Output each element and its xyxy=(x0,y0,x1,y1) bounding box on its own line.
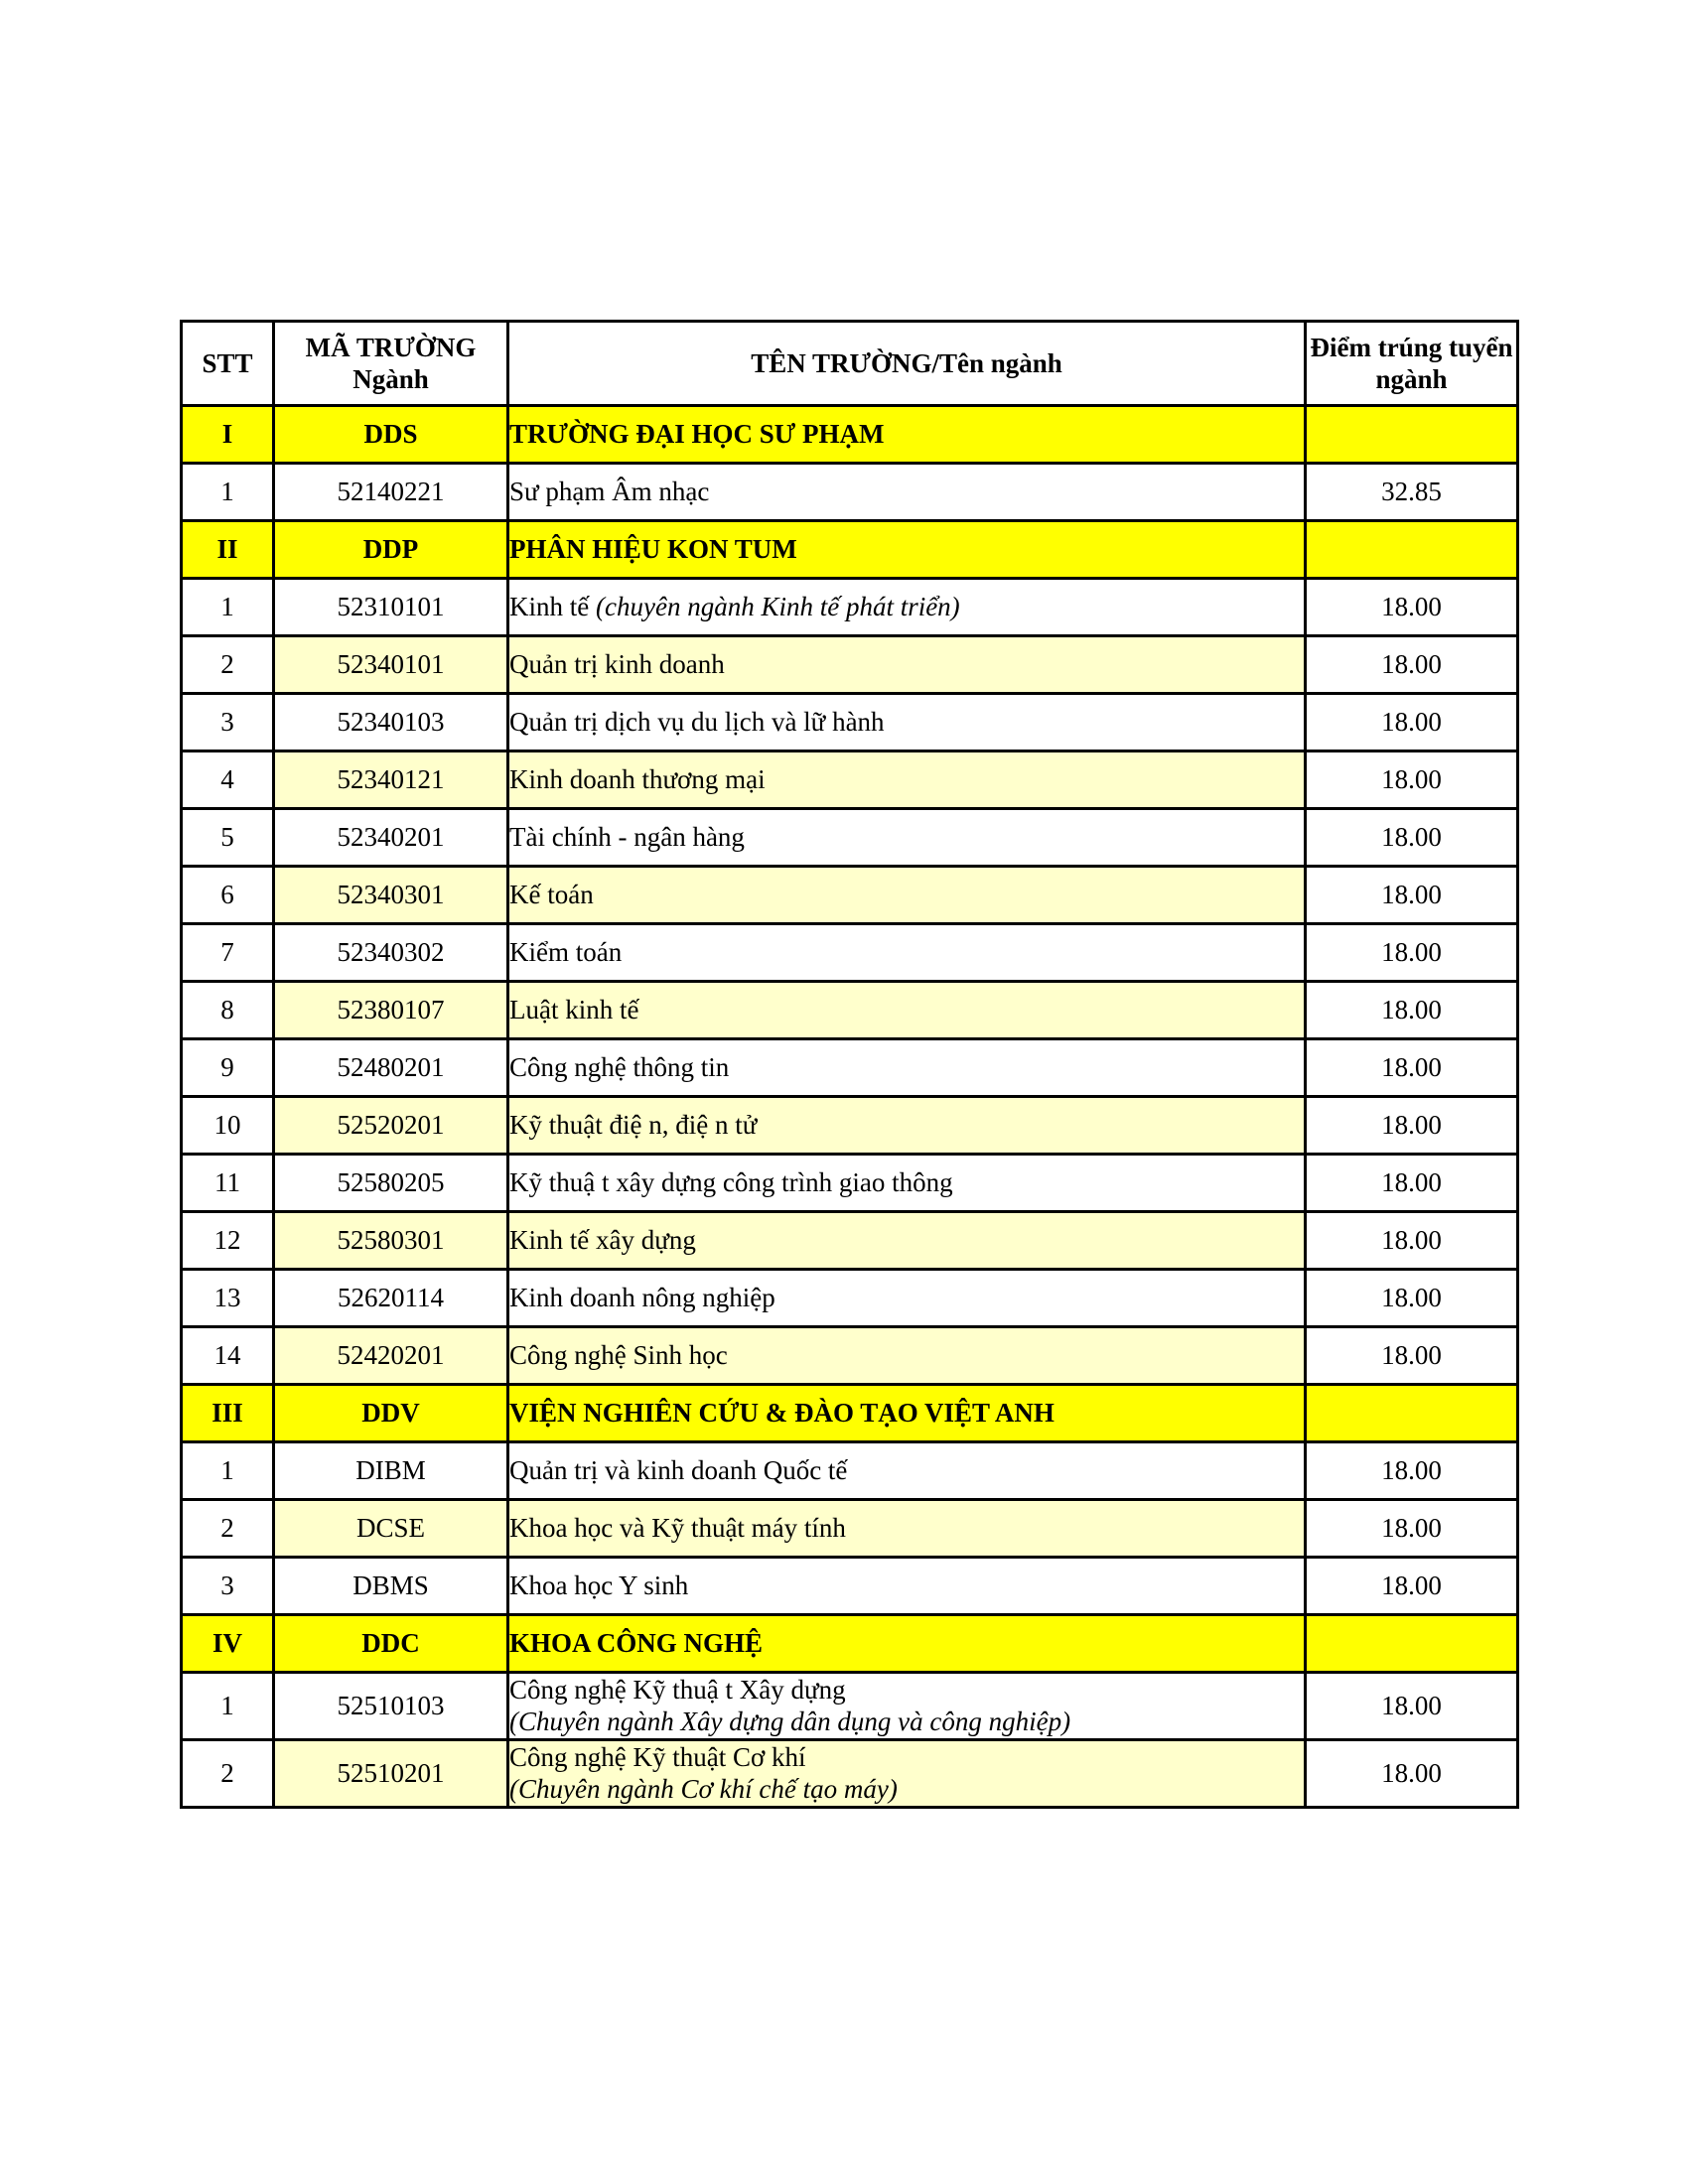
table-row xyxy=(182,751,1518,809)
row-stt: 1 xyxy=(182,464,274,521)
table-row xyxy=(182,1500,1518,1558)
row-name-text: Khoa học và Kỹ thuật máy tính xyxy=(509,1513,846,1544)
row-score: 18.00 xyxy=(1306,1558,1518,1615)
row-name-text: Kinh doanh thương mại xyxy=(509,764,766,795)
row-name-text: Kinh doanh nông nghiệp xyxy=(509,1283,775,1313)
row-name xyxy=(508,579,1306,636)
row-stt: 2 xyxy=(182,1739,274,1807)
header-code-line1: MÃ TRƯỜNG xyxy=(305,332,477,362)
row-score: 18.00 xyxy=(1306,867,1518,924)
row-code: DBMS xyxy=(274,1558,508,1615)
table-row xyxy=(182,1270,1518,1327)
row-code: 52510103 xyxy=(274,1673,508,1740)
row-name xyxy=(508,1558,1306,1615)
section-roman: I xyxy=(182,406,274,464)
row-name-text: Khoa học Y sinh xyxy=(509,1570,689,1601)
section-score xyxy=(1306,1615,1518,1673)
section-code: DDC xyxy=(274,1615,508,1673)
table-row xyxy=(182,1097,1518,1155)
row-name-text: Kỹ thuật điệ n, điệ n tử xyxy=(509,1110,758,1141)
row-stt: 2 xyxy=(182,636,274,694)
row-code: 52310101 xyxy=(274,579,508,636)
row-score: 18.00 xyxy=(1306,636,1518,694)
row-name-text: Quản trị dịch vụ du lịch và lữ hành xyxy=(509,707,885,738)
row-score: 18.00 xyxy=(1306,809,1518,867)
section-name: VIỆN NGHIÊN CỨU & ĐÀO TẠO VIỆT ANH xyxy=(508,1385,1306,1442)
row-name xyxy=(508,982,1306,1039)
section-name: PHÂN HIỆU KON TUM xyxy=(508,521,1306,579)
row-score: 18.00 xyxy=(1306,694,1518,751)
row-name-text: Quản trị kinh doanh xyxy=(509,649,725,680)
table-row xyxy=(182,694,1518,751)
row-score: 32.85 xyxy=(1306,464,1518,521)
table-row xyxy=(182,1673,1518,1740)
row-name xyxy=(508,1097,1306,1155)
row-name xyxy=(508,1442,1306,1500)
row-name-text: Tài chính - ngân hàng xyxy=(509,822,745,853)
row-name-text: Kinh tế xây dựng xyxy=(509,1225,696,1256)
row-score: 18.00 xyxy=(1306,1739,1518,1807)
table-row xyxy=(182,867,1518,924)
row-name xyxy=(508,1212,1306,1270)
section-row xyxy=(182,1385,1518,1442)
section-code: DDP xyxy=(274,521,508,579)
table-row xyxy=(182,809,1518,867)
row-stt: 14 xyxy=(182,1327,274,1385)
table-row xyxy=(182,1558,1518,1615)
table-row xyxy=(182,1155,1518,1212)
row-name xyxy=(508,1155,1306,1212)
row-stt: 8 xyxy=(182,982,274,1039)
table-row xyxy=(182,464,1518,521)
row-score: 18.00 xyxy=(1306,579,1518,636)
row-stt: 1 xyxy=(182,1442,274,1500)
table-header-row xyxy=(182,322,1518,406)
row-score: 18.00 xyxy=(1306,924,1518,982)
header-stt: STT xyxy=(182,322,274,406)
row-name-text: Quản trị và kinh doanh Quốc tế xyxy=(509,1455,848,1486)
row-code: 52580205 xyxy=(274,1155,508,1212)
row-code: 52140221 xyxy=(274,464,508,521)
row-name-text: Công nghệ thông tin xyxy=(509,1052,730,1083)
row-name-text: Kiểm toán xyxy=(509,937,623,968)
row-name-main: Công nghệ Kỹ thuậ t Xây dựng xyxy=(509,1675,846,1705)
row-stt: 5 xyxy=(182,809,274,867)
row-stt: 2 xyxy=(182,1500,274,1558)
admission-score-table xyxy=(180,320,1519,1809)
row-stt: 3 xyxy=(182,1558,274,1615)
row-name xyxy=(508,694,1306,751)
table-row xyxy=(182,982,1518,1039)
table-row xyxy=(182,636,1518,694)
section-name: TRƯỜNG ĐẠI HỌC SƯ PHẠM xyxy=(508,406,1306,464)
section-score xyxy=(1306,521,1518,579)
table-body xyxy=(182,406,1518,1808)
row-name-sub: (Chuyên ngành Xây dựng dân dụng và công nghiệp) xyxy=(509,1706,1071,1737)
row-name-text: Công nghệ Sinh học xyxy=(509,1340,728,1371)
row-score: 18.00 xyxy=(1306,1442,1518,1500)
section-roman: III xyxy=(182,1385,274,1442)
row-name xyxy=(508,1039,1306,1097)
row-stt: 10 xyxy=(182,1097,274,1155)
row-name-text: Kinh tế xyxy=(509,592,596,622)
row-name xyxy=(508,1673,1306,1740)
row-code: DCSE xyxy=(274,1500,508,1558)
row-score: 18.00 xyxy=(1306,1039,1518,1097)
row-stt: 9 xyxy=(182,1039,274,1097)
row-name xyxy=(508,464,1306,521)
row-code: 52480201 xyxy=(274,1039,508,1097)
row-score: 18.00 xyxy=(1306,1270,1518,1327)
section-code: DDV xyxy=(274,1385,508,1442)
row-code: 52340101 xyxy=(274,636,508,694)
row-code: 52620114 xyxy=(274,1270,508,1327)
row-code: 52340302 xyxy=(274,924,508,982)
row-code: 52340103 xyxy=(274,694,508,751)
row-name xyxy=(508,924,1306,982)
row-score: 18.00 xyxy=(1306,1673,1518,1740)
section-name: KHOA CÔNG NGHỆ xyxy=(508,1615,1306,1673)
table-row xyxy=(182,1039,1518,1097)
table-row xyxy=(182,924,1518,982)
row-name xyxy=(508,1500,1306,1558)
row-name xyxy=(508,1739,1306,1807)
row-stt: 7 xyxy=(182,924,274,982)
table-row xyxy=(182,579,1518,636)
header-score-line2: ngành xyxy=(1375,364,1448,394)
row-code: 52420201 xyxy=(274,1327,508,1385)
row-score: 18.00 xyxy=(1306,1212,1518,1270)
row-code: 52580301 xyxy=(274,1212,508,1270)
header-code-line2: Ngành xyxy=(352,364,429,394)
row-code: 52340201 xyxy=(274,809,508,867)
row-code: 52510201 xyxy=(274,1739,508,1807)
section-roman: II xyxy=(182,521,274,579)
row-name-text: Kỹ thuậ t xây dựng công trình giao thông xyxy=(509,1167,953,1198)
row-score: 18.00 xyxy=(1306,982,1518,1039)
row-stt: 6 xyxy=(182,867,274,924)
table-row xyxy=(182,1442,1518,1500)
row-score: 18.00 xyxy=(1306,1327,1518,1385)
row-name-main: Công nghệ Kỹ thuật Cơ khí xyxy=(509,1741,806,1772)
section-roman: IV xyxy=(182,1615,274,1673)
table-row xyxy=(182,1739,1518,1807)
section-row xyxy=(182,406,1518,464)
section-score xyxy=(1306,406,1518,464)
header-score xyxy=(1306,322,1518,406)
row-stt: 1 xyxy=(182,579,274,636)
row-name xyxy=(508,809,1306,867)
row-name-sub: (Chuyên ngành Cơ khí chế tạo máy) xyxy=(509,1774,898,1805)
header-code xyxy=(274,322,508,406)
row-stt: 4 xyxy=(182,751,274,809)
row-code: DIBM xyxy=(274,1442,508,1500)
row-name-text: Luật kinh tế xyxy=(509,995,639,1025)
row-code: 52520201 xyxy=(274,1097,508,1155)
row-name xyxy=(508,636,1306,694)
section-row xyxy=(182,1615,1518,1673)
section-code: DDS xyxy=(274,406,508,464)
row-stt: 11 xyxy=(182,1155,274,1212)
row-name-text: Kế toán xyxy=(509,880,594,910)
row-name xyxy=(508,1270,1306,1327)
header-name: TÊN TRƯỜNG/Tên ngành xyxy=(508,322,1306,406)
section-score xyxy=(1306,1385,1518,1442)
row-code: 52340301 xyxy=(274,867,508,924)
row-score: 18.00 xyxy=(1306,751,1518,809)
row-name-note: (chuyên ngành Kinh tế phát triển) xyxy=(596,592,960,622)
row-score: 18.00 xyxy=(1306,1500,1518,1558)
row-stt: 12 xyxy=(182,1212,274,1270)
section-row xyxy=(182,521,1518,579)
row-name xyxy=(508,867,1306,924)
row-code: 52380107 xyxy=(274,982,508,1039)
row-score: 18.00 xyxy=(1306,1155,1518,1212)
row-stt: 3 xyxy=(182,694,274,751)
row-stt: 13 xyxy=(182,1270,274,1327)
row-score: 18.00 xyxy=(1306,1097,1518,1155)
row-name xyxy=(508,751,1306,809)
row-code: 52340121 xyxy=(274,751,508,809)
table-row xyxy=(182,1212,1518,1270)
row-name xyxy=(508,1327,1306,1385)
row-stt: 1 xyxy=(182,1673,274,1740)
header-score-line1: Điểm trúng tuyển xyxy=(1310,332,1513,362)
row-name-text: Sư phạm Âm nhạc xyxy=(509,477,710,507)
table-row xyxy=(182,1327,1518,1385)
